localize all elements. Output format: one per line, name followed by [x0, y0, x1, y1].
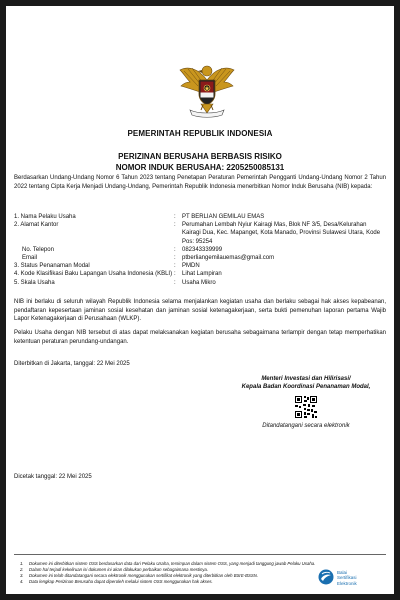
email-value: ptberliangemilauemas@gmail.com	[182, 255, 275, 262]
name-label: 1. Nama Pelaku Usaha	[14, 214, 76, 220]
footer-notes	[20, 561, 320, 585]
bsre-logo	[318, 569, 380, 587]
electronic-signature-note: Ditandatangani secara elektronik	[262, 423, 350, 429]
obligation-paragraph: Pelaku Usaha dengan NIB tersebut di atas dapat melaksanakan kegiatan berusaha sebagaimana terlampir dengan tetap memperhatikan ketentuan peraturan perundang-undangan.	[14, 330, 386, 345]
scale-value: Usaha Mikro	[182, 279, 216, 286]
footer-note: 2. Dalam hal terjadi kekeliruan isi dokumen ini akan dilakukan perbaikan sebagaimana mestinya.	[20, 567, 209, 572]
separator: :	[174, 279, 176, 286]
field-row-name	[14, 213, 386, 221]
separator: :	[174, 246, 176, 253]
separator: :	[174, 255, 176, 262]
printed-date: Dicetak tanggal: 22 Mei 2025	[14, 474, 92, 480]
field-row-kbli	[14, 270, 386, 278]
intro-paragraph: Berdasarkan Undang-Undang Nomor 6 Tahun 2023 tentang Penetapan Peraturan Pemerintah Pengganti Undang-Undang Nomor 2 Tahun 2022 tentang Cipta Kerja Menjadi Undang-Undang, Pemerintah Republik Indonesia menerbitkan Nomor Induk Berusaha (NIB) kepada:	[14, 175, 386, 190]
garuda-emblem-icon	[176, 58, 238, 120]
business-details	[14, 213, 386, 287]
nib-validity-paragraph: NIB ini berlaku di seluruh wilayah Republik Indonesia selama menjalankan kegiatan usaha dan berlaku sebagai hak akses kepabeanan, pendaftaran kepesertaan jaminan sosial kesehatan dan jaminan sosial ketenagakerjaan, serta bukti pemenuhan laporan pertama Wajib Lapor Ketenagakerjaan di Perusahaan (WLKP).	[14, 299, 386, 323]
scale-label: 5. Skala Usaha	[14, 279, 55, 286]
address-label: 2. Alamat Kantor	[14, 222, 59, 229]
name-value: PT BERLIAN GEMILAU EMAS	[182, 214, 265, 220]
investment-label: 3. Status Penanaman Modal	[14, 263, 90, 270]
separator: :	[174, 222, 176, 229]
document-header	[6, 129, 394, 172]
investment-value: PMDN	[182, 263, 200, 270]
qr-code-icon	[294, 395, 318, 419]
signer-office: Kepala Badan Koordinasi Penanaman Modal,	[241, 384, 371, 390]
bsre-logo-icon	[318, 569, 334, 585]
document-title: PERIZINAN BERUSAHA BERBASIS RISIKO	[118, 152, 282, 161]
phone-label: No. Telepon	[22, 246, 54, 253]
separator: :	[174, 214, 176, 220]
bsre-label: Balai Sertifikasi Elektronik	[337, 570, 357, 586]
signer-title: Menteri Investasi dan Hilirisasi/	[261, 376, 351, 382]
address-value: Perumahan Lembah Nyiur Kairagi Mas, Blok NF 3/5, Desa/Kelurahan Kairagi Dua, Kec. Mapanget, Kota Manado, Provinsi Sulawesi Utara, Kode Pos: 95254	[182, 222, 381, 245]
field-row-scale	[14, 279, 386, 287]
issued-date: Diterbitkan di Jakarta, tanggal: 22 Mei 2025	[14, 361, 130, 367]
phone-value: 082343339999	[182, 246, 223, 253]
document-footer	[14, 554, 386, 594]
document-page	[6, 6, 394, 594]
field-row-investment	[14, 262, 386, 270]
footer-note: 4. Data lengkap Perizinan Berusaha dapat diperoleh melalui sistem OSS menggunakan hak akses.	[20, 579, 213, 584]
government-title: PEMERINTAH REPUBLIK INDONESIA	[127, 129, 273, 138]
field-row-phone	[14, 246, 386, 254]
field-row-email	[14, 254, 386, 262]
signature-block	[218, 376, 394, 429]
footer-note: 3. Dokumen ini telah ditandatangani secara elektronik menggunakan sertifikat elektronik yang diterbitkan oleh BSrE-BSSN.	[20, 573, 259, 578]
kbli-value: Lihat Lampiran	[182, 271, 222, 278]
footer-note: 1. Dokumen ini diterbitkan sistem OSS berdasarkan data dari Pelaku Usaha, tersimpan dalam sistem OSS, yang menjadi tanggung jawab Pelaku Usaha.	[20, 561, 316, 566]
nib-number: NOMOR INDUK BERUSAHA: 2205250085131	[115, 163, 285, 172]
separator: :	[174, 271, 176, 278]
email-label: Email	[22, 255, 38, 262]
separator: :	[174, 263, 176, 270]
field-row-address	[14, 221, 386, 246]
kbli-label: 4. Kode Klasifikasi Baku Lapangan Usaha Indonesia (KBLI)	[14, 271, 173, 278]
